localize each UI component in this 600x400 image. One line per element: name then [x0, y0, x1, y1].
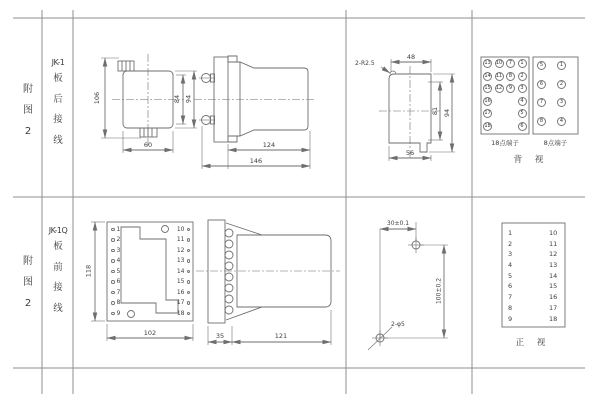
terminal-number: 2 [508, 239, 513, 248]
dim-60: 60 [143, 141, 153, 149]
dim-35: 35 [215, 332, 225, 340]
jk1-side-view-drawing [194, 56, 316, 169]
terminal-dot-icon [187, 249, 191, 253]
terminal-circle: 3 [557, 98, 566, 107]
dim-146: 146 [249, 157, 263, 165]
terminal-dot-icon [187, 280, 191, 284]
terminal-item: 12 [168, 245, 190, 256]
terminal-circle: 13 [484, 60, 491, 66]
jk1q-side-view-drawing [196, 220, 340, 345]
label-8pt-terminal: 8点端子 [543, 139, 568, 147]
terminal-item: 8 [111, 298, 120, 309]
terminal-number: 7 [508, 293, 513, 302]
terminal-circle: 10 [495, 60, 503, 66]
terminal-item: 18 [168, 308, 190, 319]
terminal-dot-icon [111, 228, 115, 232]
model-cell-row2 [43, 226, 73, 319]
model-name: JK-1Q [48, 226, 68, 235]
terminal-number: 1 [508, 229, 513, 237]
terminal-circle: 2 [518, 72, 527, 81]
dim-84: 84 [173, 94, 181, 104]
terminal-dot-icon [187, 301, 191, 305]
terminal-circle: 18 [484, 122, 491, 129]
terminal-number: 16 [549, 293, 558, 302]
terminal-dot-icon [187, 228, 191, 232]
wiring-type-label: 板前接线 [53, 241, 63, 314]
label-back-view: 背 视 [513, 155, 549, 165]
terminal-dot-icon [187, 238, 191, 242]
label-front-view: 正 视 [515, 338, 551, 348]
terminal-circle: 7 [537, 98, 546, 107]
dim-30: 30±0.1 [386, 220, 410, 227]
terminal-number: 4 [508, 261, 513, 270]
terminal-circle: 3 [518, 84, 527, 93]
dim-48: 48 [406, 53, 416, 61]
terminal-circle: 5 [537, 61, 546, 70]
front-view-right-terminals [168, 224, 190, 319]
terminal-item: 7 [111, 287, 120, 298]
terminal-item: 4 [111, 256, 120, 267]
note-2-r2.5: 2-R2.5 [355, 60, 375, 67]
figure-number-cell-row2 [14, 251, 42, 314]
terminal-dot-icon [111, 301, 115, 305]
jk1-back-view-drawing [101, 54, 197, 153]
terminal-circle: 14 [484, 72, 491, 79]
terminal-item: 10 [168, 224, 190, 235]
terminal-circle: 15 [484, 85, 491, 92]
terminal-number: 9 [508, 314, 513, 323]
terminal-item: 16 [168, 287, 190, 298]
dim-81: 81 [431, 106, 439, 116]
dim-106: 106 [93, 91, 101, 105]
dim-56: 56 [405, 149, 415, 157]
terminal-item: 3 [111, 245, 120, 256]
terminal-number: 10 [549, 229, 558, 237]
figure-number-label: 附图2 [23, 84, 33, 137]
terminal-number: 8 [508, 303, 513, 312]
terminal-item: 15 [168, 277, 190, 288]
terminal-circle: 2 [557, 80, 566, 89]
front-view-left-terminals [111, 224, 120, 319]
terminal-table-left-column [508, 228, 512, 324]
terminal-circle: 1 [557, 61, 566, 70]
terminal-circle: 6 [537, 80, 546, 89]
terminal-circle: 17 [484, 110, 491, 117]
terminal-grid-8pt [537, 61, 577, 135]
terminal-number: 17 [549, 303, 558, 312]
terminal-circle: 5 [518, 109, 527, 118]
terminal-circle: 7 [506, 59, 515, 68]
figure-number-label: 附图2 [23, 256, 33, 309]
terminal-circle: 4 [518, 97, 527, 106]
terminal-dot-icon [111, 249, 115, 253]
terminal-circle: 8 [537, 117, 546, 126]
terminal-item: 2 [111, 235, 120, 246]
terminal-dot-icon [111, 291, 115, 295]
terminal-dot-icon [111, 312, 115, 316]
terminal-item: 6 [111, 277, 120, 288]
dim-102: 102 [143, 329, 157, 337]
terminal-dot-icon [111, 259, 115, 263]
terminal-circle: 1 [518, 59, 527, 68]
terminal-number: 18 [549, 314, 558, 323]
dim-100: 100±0.2 [435, 277, 443, 305]
label-18pt-terminal: 18点端子 [491, 139, 519, 147]
terminal-item: 11 [168, 235, 190, 246]
terminal-number: 11 [549, 239, 558, 248]
note-2-phi5: 2-φ5 [391, 321, 405, 328]
terminal-circle: 12 [495, 85, 503, 92]
terminal-number: 3 [508, 250, 513, 259]
terminal-circle: 4 [557, 117, 566, 126]
terminal-item: 1 [111, 224, 120, 235]
terminal-dot-icon [187, 270, 191, 274]
terminal-item: 14 [168, 266, 190, 277]
dim-124: 124 [262, 141, 276, 149]
terminal-number: 12 [549, 250, 558, 259]
model-name: JK-1 [51, 58, 65, 67]
terminal-number: 14 [549, 271, 558, 280]
terminal-circle: 16 [484, 97, 491, 104]
terminal-item: 5 [111, 266, 120, 277]
dim-118: 118 [84, 264, 93, 278]
terminal-dot-icon [111, 238, 115, 242]
dim-94-cutout: 94 [443, 108, 451, 118]
model-cell-row1 [43, 58, 73, 151]
figure-number-cell-row1 [14, 79, 42, 142]
terminal-grid-18pt [483, 59, 529, 135]
terminal-item: 17 [168, 298, 190, 309]
terminal-circle: 11 [495, 72, 503, 79]
terminal-circle: 6 [518, 122, 527, 131]
terminal-number: 6 [508, 282, 513, 291]
dim-94: 94 [184, 94, 193, 104]
terminal-dot-icon [187, 291, 191, 295]
terminal-number: 5 [508, 271, 513, 280]
terminal-number: 13 [549, 261, 558, 270]
terminal-table-right-column [549, 228, 557, 324]
terminal-item: 9 [111, 308, 120, 319]
terminal-dot-icon [187, 312, 191, 316]
wiring-type-label: 板后接线 [53, 73, 63, 146]
terminal-circle: 9 [506, 84, 515, 93]
dim-121: 121 [274, 332, 288, 340]
terminal-number: 15 [549, 282, 558, 291]
terminal-dot-icon [187, 259, 191, 263]
terminal-item: 13 [168, 256, 190, 267]
terminal-dot-icon [111, 280, 115, 284]
terminal-circle: 8 [506, 72, 515, 81]
terminal-dot-icon [111, 270, 115, 274]
